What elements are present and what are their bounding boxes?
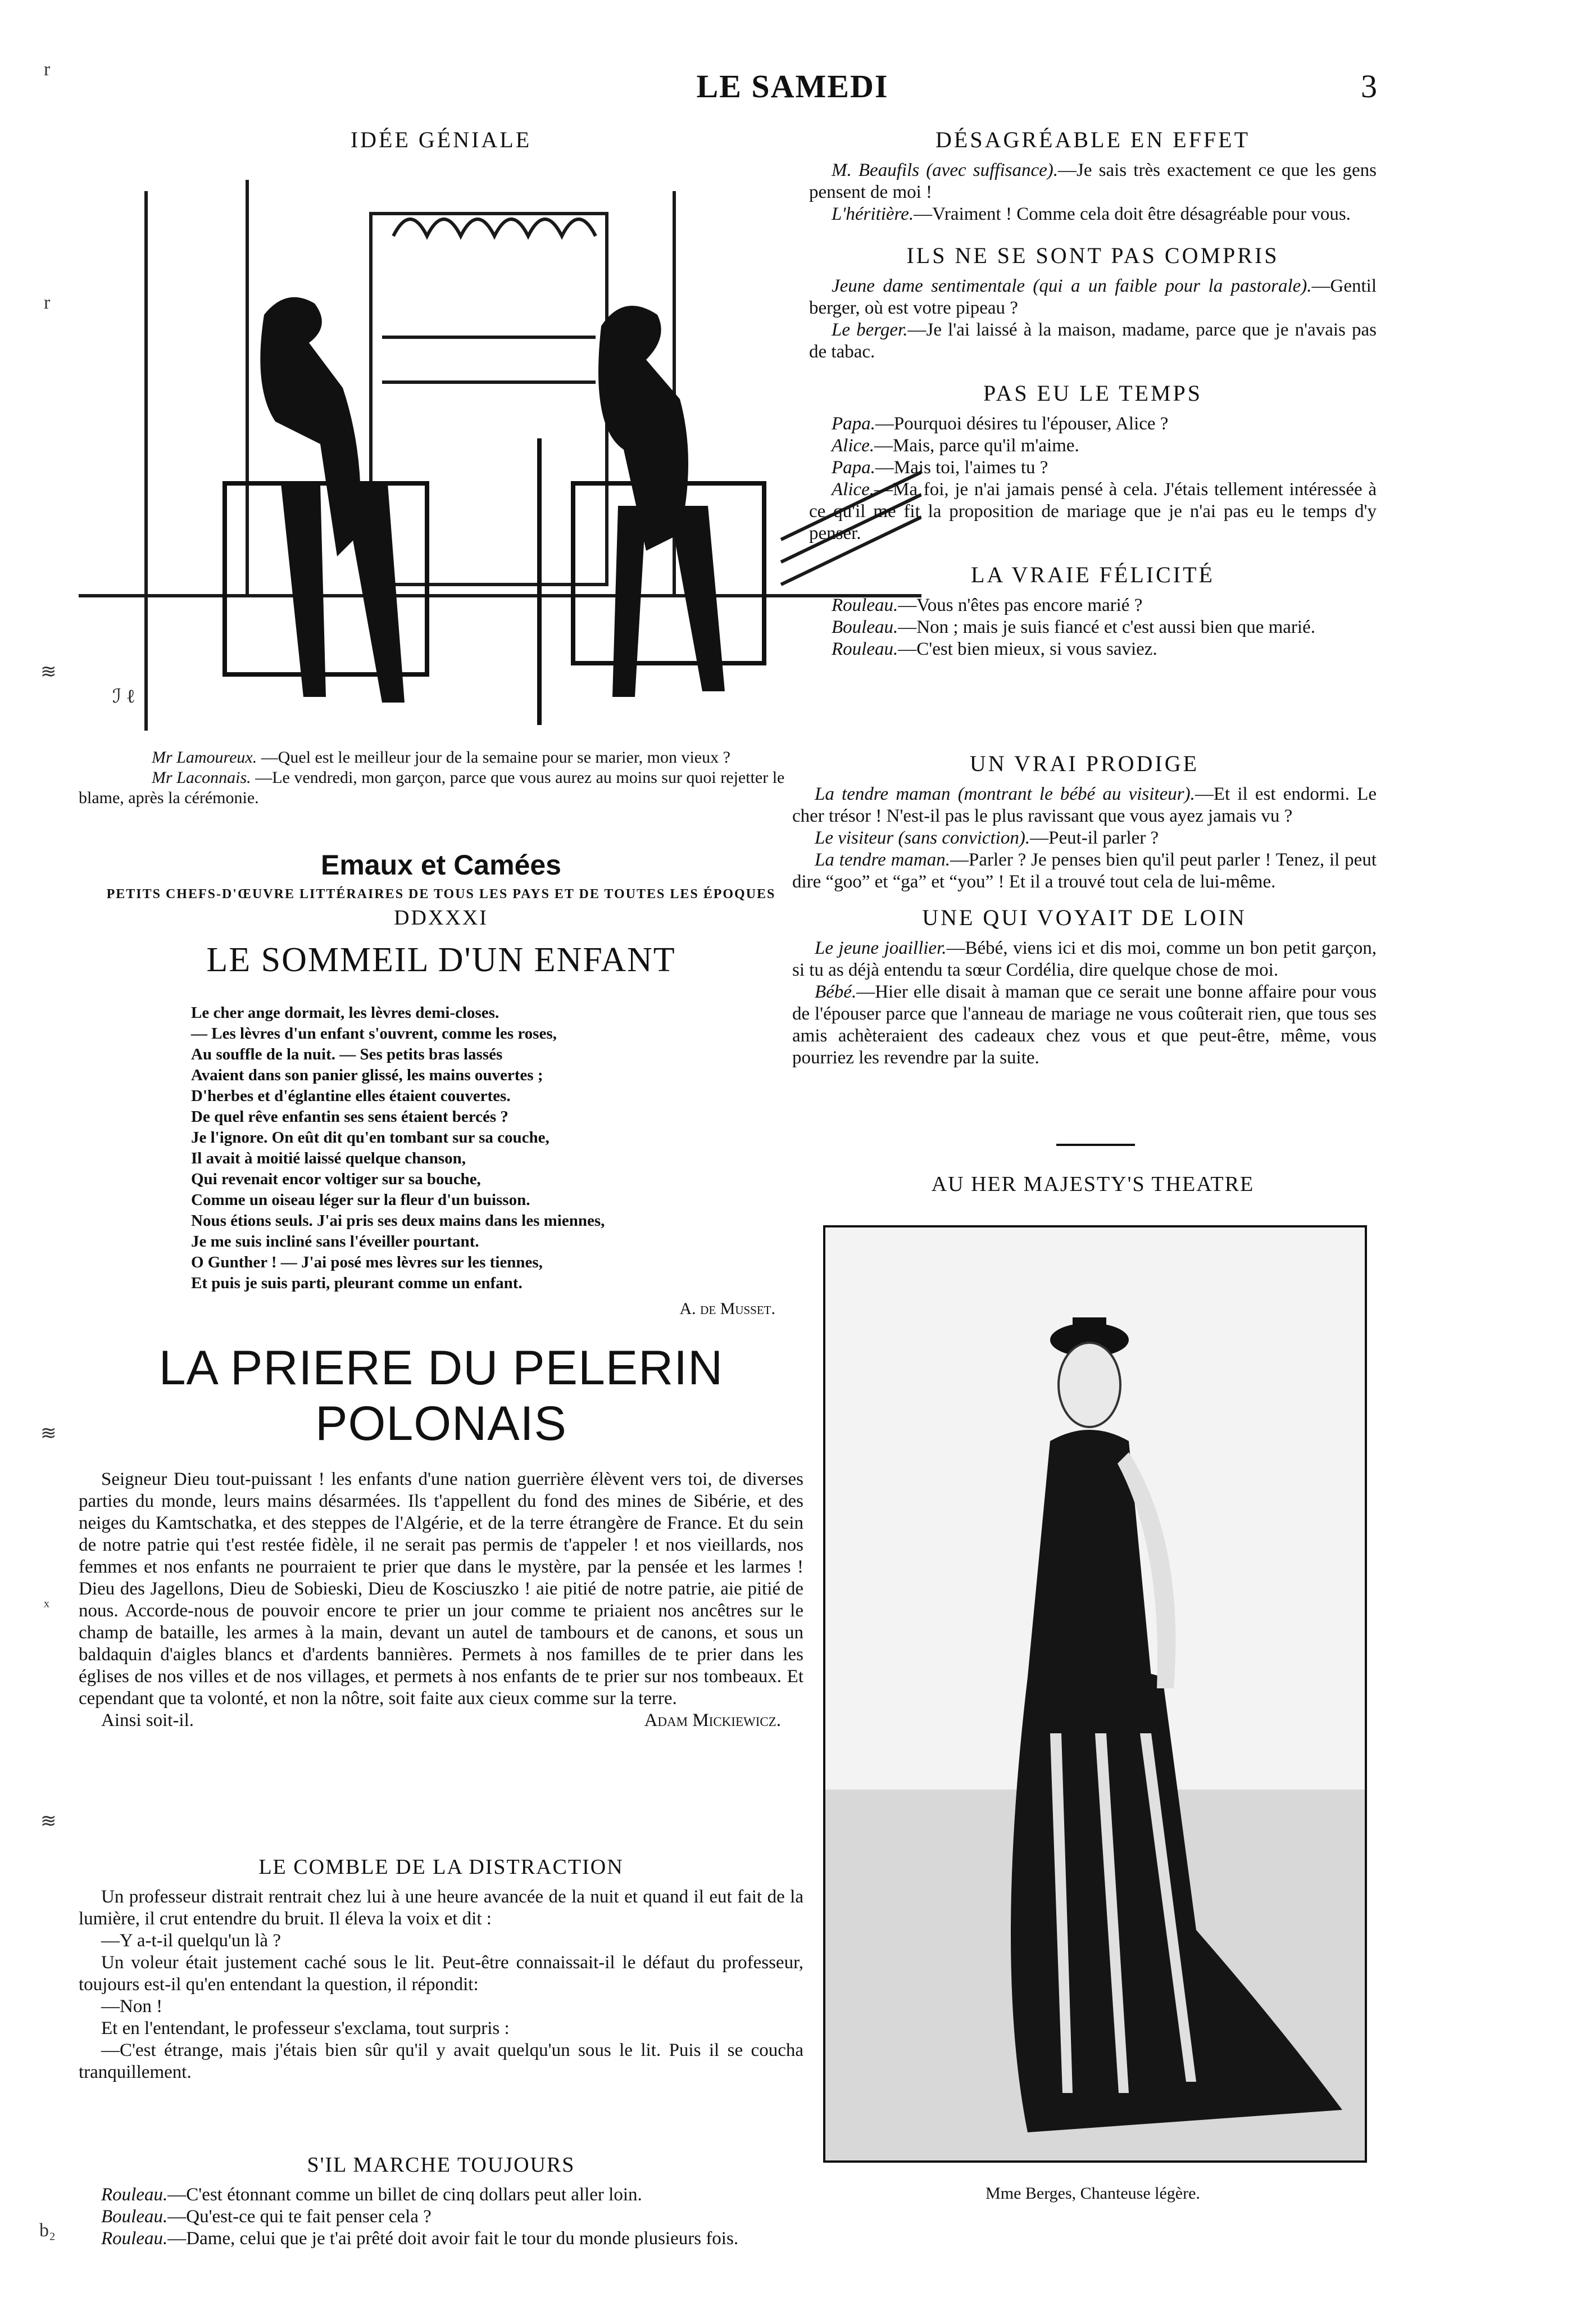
joke-title: PAS EU LE TEMPS (983, 380, 1203, 406)
line-text: —Mais, parce qu'il m'aime. (874, 436, 1079, 456)
distraction-paragraph: —Non ! (101, 1996, 163, 2017)
margin-mark: ˣ (44, 1596, 49, 1617)
dialogue-line (792, 827, 1377, 849)
speaker: Alice. (832, 479, 875, 500)
joke-title: DÉSAGRÉABLE EN EFFET (935, 127, 1250, 152)
left-column (79, 126, 803, 160)
dialogue-line (809, 319, 1377, 363)
margin-mark: ≋ (40, 662, 57, 682)
distraction-paragraph: Un voleur était justement caché sous le lit. Peut-être connaissait-il le défaut du professeur, toujours est-il qu'en entendant la question, il répondit: (79, 1952, 803, 1995)
margin-mark: r (44, 59, 51, 80)
emaux-number: DDXXXI (394, 906, 488, 930)
dialogue-line (809, 457, 1377, 479)
line-text: —C'est bien mieux, si vous saviez. (898, 639, 1157, 659)
line-text: —Je sais très exactement ce que les gens pensent de moi ! (809, 160, 1377, 202)
joke-section (809, 561, 1377, 660)
poem-line: D'herbes et d'églantine elles étaient couvertes. (191, 1087, 511, 1105)
joke-title: UNE QUI VOYAIT DE LOIN (922, 905, 1247, 930)
divider (1056, 1144, 1135, 1146)
line-text: —Qu'est-ce qui te fait penser cela ? (167, 2207, 432, 2227)
right-column-lower (792, 750, 1377, 1069)
dialogue-line (79, 2228, 803, 2250)
line-text: —Pourquoi désires tu l'épouser, Alice ? (875, 414, 1169, 434)
cartoon-title: IDÉE GÉNIALE (350, 127, 532, 152)
poem-line: O Gunther ! — J'ai posé mes lèvres sur les tiennes, (191, 1253, 543, 1271)
poem-body (79, 1003, 803, 1294)
speaker: L'héritière. (832, 204, 914, 224)
distraction-paragraph: —C'est étrange, mais j'étais bien sûr qu'il y avait quelqu'un sous le lit. Puis il se coucha tranquillement. (79, 2040, 803, 2082)
dialogue-line (792, 981, 1377, 1069)
singer-photo (825, 1227, 1365, 2160)
dialogue-line (809, 435, 1377, 457)
dialogue-line (792, 937, 1377, 981)
line-text: —Vraiment ! Comme cela doit être désagréable pour vous. (914, 204, 1351, 224)
photo-caption: Mme Berges, Chanteuse légère. (985, 2184, 1200, 2203)
speaker: Rouleau. (832, 595, 898, 615)
margin-mark: r (44, 292, 51, 313)
line-text: —Peut-il parler ? (1030, 828, 1159, 848)
masthead: LE SAMEDI (696, 68, 889, 105)
speaker: Papa. (832, 414, 875, 434)
speaker: Jeune dame sentimentale (qui a un faible pour la pastorale). (832, 276, 1312, 296)
poem-line: Je l'ignore. On eût dit qu'en tombant sur sa couche, (191, 1129, 549, 1147)
poem-line: Il avait à moitié laissé quelque chanson, (191, 1149, 466, 1167)
speaker: Le berger. (832, 320, 908, 340)
priere-closing: Ainsi soit-il. (101, 1710, 194, 1730)
svg-text:ℐ ℓ: ℐ ℓ (112, 686, 135, 707)
dialogue-line (809, 160, 1377, 203)
dialogue-line (809, 203, 1377, 225)
speaker: Bébé. (815, 982, 857, 1002)
dialogue-line (809, 413, 1377, 435)
priere-title: LA PRIERE DU PELERIN POLONAIS (158, 1341, 724, 1451)
dialogue-line (809, 617, 1377, 638)
line-text: —Et il est endormi. Le cher trésor ! N'est-il pas le plus ravissant que vous ayez jamais vu ? (792, 784, 1377, 826)
line-text: —Ma foi, je n'ai jamais pensé à cela. J'étais tellement intéressée à ce qu'il me fit la proposition de mariage que je n'ai pas eu le temps d'y penser. (809, 479, 1377, 543)
joke-title: UN VRAI PRODIGE (969, 751, 1200, 776)
dialogue-line (809, 595, 1377, 617)
line-text: —Gentil berger, où est votre pipeau ? (809, 276, 1377, 318)
priere-text: Seigneur Dieu tout-puissant ! les enfants d'une nation guerrière élèvent vers toi, de diverses parties du monde, leurs mains désarmées. Ils t'appellent du fond des mines de Sibérie, et des neiges du Kamtschatka, et des steppes de l'Algérie, et de la terre étrangère de France. Et du sein de notre patrie qui t'est restée fidèle, il ne serait pas permis de t'appeler ! et nos vieillards, nos femmes et nos enfants ne pourraient te prier que dans le mystère, par la pensée et les larmes ! Dieu des Jagellons, Dieu de Sobieski, Dieu de Kosciuszko ! aie pitié de notre patrie, aie pitié de nous. Accorde-nous de pouvoir encore te prier un jour comme te priaient nos ancêtres sur le champ de bataille, les armes à la main, devant un autel de tambours et de canons, et sous un baldaquin d'aigles blancs et d'ardents bannières. Permets à nos familles de te prier dans les églises de nos villes et de nos villages, et permets à nos enfants de te prier sur nos tombeaux. Et cependant que ta volonté, et non la nôtre, soit faite aux cieux comme sur la terre. (79, 1469, 803, 1709)
speaker: Papa. (832, 457, 875, 478)
speaker: Alice. (832, 436, 875, 456)
dialogue-line (792, 783, 1377, 827)
dialogue-line (792, 849, 1377, 893)
speaker: Bouleau. (101, 2207, 168, 2227)
margin-mark: ≋ (40, 1423, 57, 1444)
dialogue-line (809, 638, 1377, 660)
speaker: La tendre maman. (815, 850, 951, 870)
caption-text: —Quel est le meilleur jour de la semaine pour se marier, mon vieux ? (261, 748, 730, 767)
joke-section (792, 750, 1377, 893)
caption-text: —Le vendredi, mon garçon, parce que vous aurez au moins sur quoi rejetter le blame, après la cérémonie. (79, 768, 785, 807)
line-text: —Parler ? Je penses bien qu'il peut parler ! Tenez, il peut dire “goo” et “ga” et “you” ! Et il a trouvé tout cela de lui-même. (792, 850, 1377, 892)
right-column (809, 126, 1377, 660)
emaux-title: Emaux et Camées (320, 849, 561, 881)
line-text: —C'est étonnant comme un billet de cinq dollars peut aller loin. (167, 2185, 642, 2205)
line-text: —Je l'ai laissé à la maison, madame, parce que je n'avais pas de tabac. (809, 320, 1377, 362)
poem-line: Avaient dans son panier glissé, les mains ouvertes ; (191, 1066, 543, 1084)
theatre-photo (823, 1225, 1367, 2163)
speaker: Rouleau. (832, 639, 898, 659)
line-text: —Mais toi, l'aimes tu ? (875, 457, 1048, 478)
priere-section (79, 1340, 803, 1732)
margin-mark: b₂ (39, 2220, 56, 2241)
line-text: —Bébé, viens ici et dis moi, comme un bon petit garçon, si tu as déjà entendu ta sœur Cordélia, dire quelque chose de moi. (792, 938, 1377, 980)
margin-mark: ≋ (40, 1811, 57, 1832)
poem-line: Nous étions seuls. J'ai pris ses deux mains dans les miennes, (191, 1212, 605, 1230)
distraction-title: LE COMBLE DE LA DISTRACTION (258, 1855, 624, 1879)
distraction-paragraph: —Y a-t-il quelqu'un là ? (101, 1931, 281, 1951)
poem-line: — Les lèvres d'un enfant s'ouvrent, comme les roses, (191, 1025, 557, 1043)
distraction-section (79, 1855, 803, 2083)
joke-section (809, 380, 1377, 545)
speaker: Bouleau. (832, 617, 898, 637)
priere-author: Adam Mickiewicz. (644, 1710, 781, 1730)
speaker: Rouleau. (101, 2185, 168, 2205)
caption-speaker: Mr Lamoureux. (152, 748, 257, 767)
poem-line: Qui revenait encor voltiger sur sa bouche, (191, 1170, 481, 1188)
poem-line: Je me suis incliné sans l'éveiller pourtant. (191, 1233, 479, 1251)
speaker: Rouleau. (101, 2228, 168, 2249)
speaker: La tendre maman (montrant le bébé au visiteur). (815, 784, 1195, 804)
marche-section (79, 2153, 803, 2250)
cartoon-caption (79, 748, 803, 808)
caption-speaker: Mr Laconnais. (152, 768, 251, 787)
cartoon-illustration (79, 169, 921, 742)
joke-section (792, 904, 1377, 1069)
distraction-paragraph: Et en l'entendant, le professeur s'exclama, tout surpris : (101, 2018, 510, 2038)
cartoon-drawing (79, 169, 921, 742)
distraction-paragraph: Un professeur distrait rentrait chez lui à une heure avancée de la nuit et quand il eut fait de la lumière, il crut entendre du bruit. Il éleva la voix et dit : (79, 1887, 803, 1929)
poem-line: Au souffle de la nuit. — Ses petits bras lassés (191, 1045, 503, 1063)
emaux-section (79, 849, 803, 1319)
poem-line: Le cher ange dormait, les lèvres demi-closes. (191, 1004, 499, 1022)
page-number: 3 (1361, 68, 1377, 105)
dialogue-line (809, 275, 1377, 319)
poem-line: Comme un oiseau léger sur la fleur d'un buisson. (191, 1191, 530, 1209)
emaux-subtitle: PETITS CHEFS-D'ŒUVRE LITTÉRAIRES DE TOUS LES PAYS ET DE TOUTES LES ÉPOQUES (106, 887, 776, 901)
line-text: —Dame, celui que je t'ai prêté doit avoir fait le tour du monde plusieurs fois. (167, 2228, 739, 2249)
poem-author: A. de Musset. (679, 1299, 775, 1318)
theatre-title: AU HER MAJESTY'S THEATRE (931, 1172, 1255, 1196)
poem-title: LE SOMMEIL D'UN ENFANT (206, 941, 676, 979)
line-text: —Non ; mais je suis fiancé et c'est aussi bien que marié. (898, 617, 1315, 637)
speaker: Le jeune joaillier. (815, 938, 947, 958)
speaker: Le visiteur (sans conviction). (815, 828, 1030, 848)
speaker: M. Beaufils (avec suffisance). (832, 160, 1058, 180)
marche-title: S'IL MARCHE TOUJOURS (307, 2153, 575, 2177)
line-text: —Vous n'êtes pas encore marié ? (898, 595, 1143, 615)
joke-section (809, 242, 1377, 363)
poem-line: De quel rêve enfantin ses sens étaient bercés ? (191, 1108, 508, 1126)
line-text: —Hier elle disait à maman que ce serait une bonne affaire pour vous de l'épouser parce que l'anneau de mariage ne vous coûterait rien, que tous ses amis achèteraient des cadeaux chez vous et que peut-être, même, vous pourriez les revendre par la suite. (792, 982, 1377, 1068)
dialogue-line (79, 2206, 803, 2228)
poem-line: Et puis je suis parti, pleurant comme un enfant. (191, 1274, 523, 1292)
joke-title: ILS NE SE SONT PAS COMPRIS (906, 243, 1279, 268)
joke-title: LA VRAIE FÉLICITÉ (971, 562, 1215, 587)
dialogue-line (809, 479, 1377, 545)
dialogue-line (79, 2184, 803, 2206)
joke-section (809, 126, 1377, 225)
priere-footer (79, 1710, 803, 1732)
